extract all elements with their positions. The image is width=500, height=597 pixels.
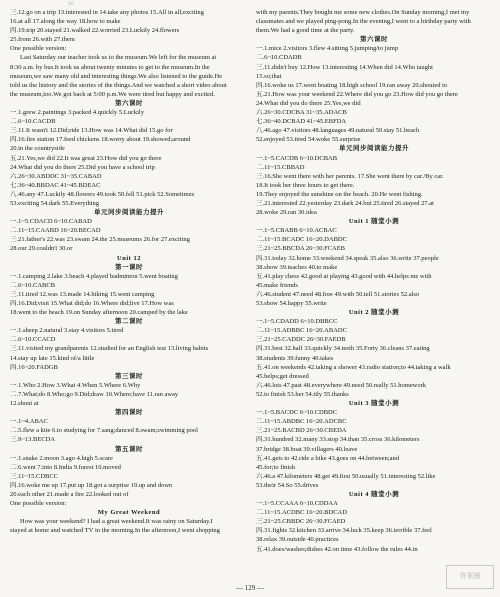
section-heading: Unit 3 随堂小测 xyxy=(348,400,400,408)
section-heading: 第五课时 xyxy=(115,445,143,453)
answer-line: 二.7.What;do 8.Who;go 9.Did;draw 10.Where;have 11.ran away xyxy=(10,390,179,398)
answer-line: 24.What did you do there 25.Yes,we did xyxy=(256,99,361,107)
answer-line: 六.26~30.ABDDC 31~35.CABAD xyxy=(10,172,102,180)
answer-line: 三.11.didn't buy 12.How 13.interesting 14.When did 14.Who taught xyxy=(256,63,433,71)
section-heading: Unit 12 xyxy=(117,254,141,262)
answer-line: 八.46.ago 47.visitors 48.languages 49.natural 50.stay 51.beach xyxy=(256,127,420,135)
answer-line: 六.46.lots 47.past 48.everywhere 49.need 50.really 51.homework xyxy=(256,381,427,389)
answer-line: 四.31.today 32.home 33.weekend 34.speak 35.also 36.write 37.people xyxy=(256,254,439,262)
answer-line: 16.at all 17.along the way 18.how to make xyxy=(10,18,121,26)
answer-line: 一.1.mice 2.visitors 3.flew 4.sitting 5.jumping/to jump xyxy=(256,45,399,53)
answer-line: 52.enjoyed 53.tired 54.woke 55.surprise xyxy=(256,136,361,144)
section-heading: Unit 2 随堂小测 xyxy=(348,309,400,317)
answer-line: 53.their 54.So 55.drives xyxy=(256,481,319,489)
answer-line: 五.41.gets to 42.ride a bike 43.goes on 44.between;and xyxy=(256,454,399,462)
answer-line: 14.stay up late 15.kind of/a little xyxy=(10,354,95,362)
handwritten-mark: \\/. xyxy=(68,1,75,7)
answer-line: 38.show 39.teaches 40.to make xyxy=(256,263,338,271)
answer-line: One possible version: xyxy=(10,45,67,53)
answer-line: 二.11~15.CAABD 16~20.BECAD xyxy=(10,227,101,235)
section-heading: 单元同步阅读能力提升 xyxy=(94,209,164,217)
answer-line: 25.from 26.with 27.them xyxy=(10,36,75,44)
answer-line: 五.41.does/washes;dishes 42.on time 43.follow the rules 44.in xyxy=(256,545,418,553)
answer-line: 12.shout at xyxy=(10,400,39,408)
answer-line: 二.11~15.ADBBC 16~20.ABADC xyxy=(256,327,347,335)
answer-line: 四.16.Did;visit 15.What did;do 16.Where did;live 17.How was xyxy=(10,300,174,307)
answer-line: 二.6~10.CDADB xyxy=(256,54,302,62)
answer-line: 一.1.camping 2.lake 3.beach 4.played badminton 5.went boating xyxy=(10,272,178,280)
answer-line: 45.for;to finish xyxy=(256,463,295,471)
answer-line: 18.went to the beach 19.on Sunday afternoon 20.camped by the lake xyxy=(10,309,188,317)
answer-line: 一.1~5.CCAAA 6~10.CDDAA xyxy=(256,500,338,508)
section-heading: 第二课时 xyxy=(115,318,143,326)
answer-line: 二.6~10.CACDB xyxy=(10,118,56,126)
answer-line: 四.16~20.FADGB xyxy=(10,363,58,371)
answer-line: 一.1~5.CDADD 6~10.DBBCC xyxy=(256,318,338,326)
answer-line: 二.6~10.CABCB xyxy=(10,281,56,289)
answer-line: 六.26~30.CDCBA 31~35.ADACB xyxy=(256,109,347,117)
answer-line: 二.11~15.BCADC 16~20.DABDC xyxy=(256,236,347,244)
answer-line: with my parents.They bought me some new clothes.On Sunday morning,I met my xyxy=(256,9,470,16)
answer-line: 二.6~10.CCACD xyxy=(10,336,56,344)
answer-line: 28.woke 29.ran 30.idea xyxy=(256,209,317,217)
answer-line: 一.1~5.CDACD 6~10.CABAD xyxy=(10,218,92,226)
answer-line: 三.21~25.BBCDA 26~30.FCAEB xyxy=(256,245,346,253)
left-column xyxy=(10,8,248,535)
answer-line: 53.exciting 54.dark 55.Everything xyxy=(10,199,99,207)
answer-line: museum,we saw many old and interesting things.We also listened to the guide.He xyxy=(10,72,223,80)
answer-line: 七.36~40.BBDAC 41~45.BDEAC xyxy=(10,181,101,189)
answer-line: 一.1.Who 2.How 3.What 4.When 5.Where 6.Why xyxy=(10,381,141,389)
answer-line: 二.6.went 7.into 8.India 9.forest 10.moved xyxy=(10,463,121,471)
answer-line: 38.relax 39.outside 40.practices xyxy=(256,536,339,544)
answer-line: 三.21.interested 22.yesterday 23.dark 24.but 25.tired 26.stayed 27.at xyxy=(256,199,434,207)
answer-line: 四.31.fights 32.kitchen 33.arrive 34.luck 35.keep 36.terrible 37.feel xyxy=(256,527,432,535)
section-heading: 第四课时 xyxy=(115,409,143,417)
answer-line: 20.in the countryside xyxy=(10,145,65,153)
answer-line: 一.1~5.BACDC 6~10.CDBDC xyxy=(256,409,338,417)
section-heading: 第六课时 xyxy=(360,36,388,44)
section-heading: My Great Weekend xyxy=(97,509,161,517)
answer-line: 五.21.Yes,we did 22.It was great 23.How did you go there xyxy=(10,154,162,162)
answer-line: 四.31.best 32.half 33.quickly 34.teeth 35.Forty 36.cleans 37.eating xyxy=(256,345,430,353)
answer-line: 三.21~25.BACBD 26~30.CBEDA xyxy=(256,427,347,435)
answer-line: 15.so;that xyxy=(256,72,282,80)
answer-line: 二.5.flew a kite 6.to studying for 7.sang;danced 8.swam;swimming pool xyxy=(10,427,198,435)
answer-line: classmates and we played ping-pong.In the evening,I went to a birthday party with xyxy=(256,18,471,26)
answer-line: 三.11.tired 12.was 13.made 14.hiking 15.went camping xyxy=(10,290,155,298)
answer-line: 一.1~5.CBABB 6~10.ACBAC xyxy=(256,227,337,235)
answer-line: 二.11~15.CBBAD xyxy=(256,163,305,171)
answer-line: 三.9~13.BECDA xyxy=(10,436,56,444)
answer-line: Last Saturday our teacher took us to the museum.We left for the museum at xyxy=(20,54,217,62)
answer-line: 三.12.go on a trip 13.interested in 14.take any photos 15.All in all;exciting xyxy=(10,9,204,16)
answer-line: 六.46.a 47.kilometers 48.get 49.first 50.usually 51.interesting 52.like xyxy=(256,472,436,480)
answer-line: 8:30 a.m. by bus.It took us about twenty minutes to get to the museum.In the xyxy=(10,63,210,71)
answer-line: 18.It took her three hours to get there. xyxy=(256,181,355,189)
answer-line: 二.11~15.ABDBC 16~20.ADCBC xyxy=(256,418,347,426)
answer-line: 三.11.visited my grandparents 12.studied for an English test 13.living habits xyxy=(10,345,209,353)
answer-line: 24.What did you do there 25.Did you have a school trip xyxy=(10,163,155,171)
answer-line: 五.21.How was your weekend 22.Where did you go 23.How did you go there xyxy=(256,90,458,98)
answer-line: 二.11~15.ACDBC 16~20.BDCAD xyxy=(256,509,347,517)
answer-line: 一.1~4.ABAC xyxy=(10,418,48,426)
answer-line: How was your weekend? I had a great weekend.It was rainy on Saturday.I xyxy=(20,518,213,526)
answer-line: them.We had a good time at the party. xyxy=(256,27,355,35)
answer-line: told us the history and the stories of the things.And we watched a short video about xyxy=(10,81,227,89)
answer-line: 三.11~15.CDBCC xyxy=(10,472,59,480)
answer-line: 52.to finish 53.her 54.tily 55.thanks xyxy=(256,390,349,398)
section-heading: 第一课时 xyxy=(115,263,143,271)
answer-line: 三.21~25.CADDC 26~30.FAEDB xyxy=(256,336,346,344)
answer-line: the museum,too.We got back at 5:00 p.m.We were tired but happy and excited. xyxy=(10,90,215,98)
answer-line: 一.1~5.CACDB 6~10.DCBAB xyxy=(256,154,338,162)
answer-line: 三.16.She went there with her parents. 17.She went there by car./By car. xyxy=(256,172,444,180)
answer-line: 一.1.snake 2.moon 3.ago 4.high 5.scare xyxy=(10,454,113,462)
answer-line: 19.They enjoyed the sunshine on the beach. 20.He went fishing. xyxy=(256,190,423,198)
answer-line: 37.bridge 38.boat 39.villagers 40.leave xyxy=(256,445,358,453)
answer-line: 三.21~25.CBBDC 26~30.FCAED xyxy=(256,518,346,526)
answer-line: 20.each other 21.made a fire 22.looked out of xyxy=(10,490,129,498)
answer-line: 五.41.on weekends 42.taking a shower 43.radio station;to 44.taking a walk xyxy=(256,363,451,371)
section-heading: Unit 4 随堂小测 xyxy=(348,490,400,498)
section-heading: 第六课时 xyxy=(115,99,143,107)
answer-line: One possible version: xyxy=(10,500,67,508)
answer-line: 五.41.play chess 42.good at playing 43.good with 44.helps me with xyxy=(256,272,432,280)
answer-line: 四.31.hundred 32.many 33.stop 34.than 35.cross 36.kilometers xyxy=(256,436,420,444)
answer-line: 三.11.It wasn't 12.Did;ride 13.How was 14.What did 15.go for xyxy=(10,127,173,135)
answer-line: 45.make friends xyxy=(256,281,298,289)
answer-line: 四.16.fire station 17.feed chickens 18.worry about 19.showed;around xyxy=(10,136,191,144)
answer-line: 四.16.woke me up 17.put up 18.got a surprise 19.up and down xyxy=(10,481,173,489)
answer-line: 三.21.father's 22.was 23.swam 24.the 25.museums 26.for 27.exciting xyxy=(10,236,190,244)
answer-line: 四.16.woke us 17.went boating 18.high school 19.ran away 20.shouted to xyxy=(256,81,448,89)
right-column xyxy=(256,8,492,554)
section-heading: 第三课时 xyxy=(115,372,143,380)
section-heading: 单元同步阅读能力提升 xyxy=(339,145,409,153)
watermark-logo: 答案圈 xyxy=(446,565,494,589)
answer-line: 八.46.any 47.Luckily 48.flowers 49.took 50.fell 51.pick 52.Sometimes xyxy=(10,190,195,198)
answer-line: 四.19.trip 20.stayed 21.walked 22.worried 23.Luckily 24.flowers xyxy=(10,27,180,35)
page-number: — 129 — xyxy=(236,584,264,592)
answer-line: 七.36~40.DCBAD 41~45.EBFDA xyxy=(256,118,347,126)
answer-line: 六.46.student 47.need 48.free 49.with 50.tell 51.stories 52.also xyxy=(256,290,420,298)
answer-line: 一.1.sheep 2.natural 3.stay 4.visitors 5.tired xyxy=(10,327,124,335)
answer-line: 一.1.grew 2.paintings 3.packed 4.quickly 5.Luckily xyxy=(10,109,144,117)
answer-line: 28.our 29.couldn't 30.or xyxy=(10,245,73,253)
answer-line: 45.helps;get dressed xyxy=(256,372,309,380)
answer-line: 53.show 54.happy 55.write xyxy=(256,300,327,307)
answer-line: stayed at home and watched TV in the morning.In the afternoon,I went shopping xyxy=(10,527,220,535)
section-heading: Unit 1 随堂小测 xyxy=(348,218,400,226)
answer-line: 38.students 39.funny 40.takes xyxy=(256,354,334,362)
